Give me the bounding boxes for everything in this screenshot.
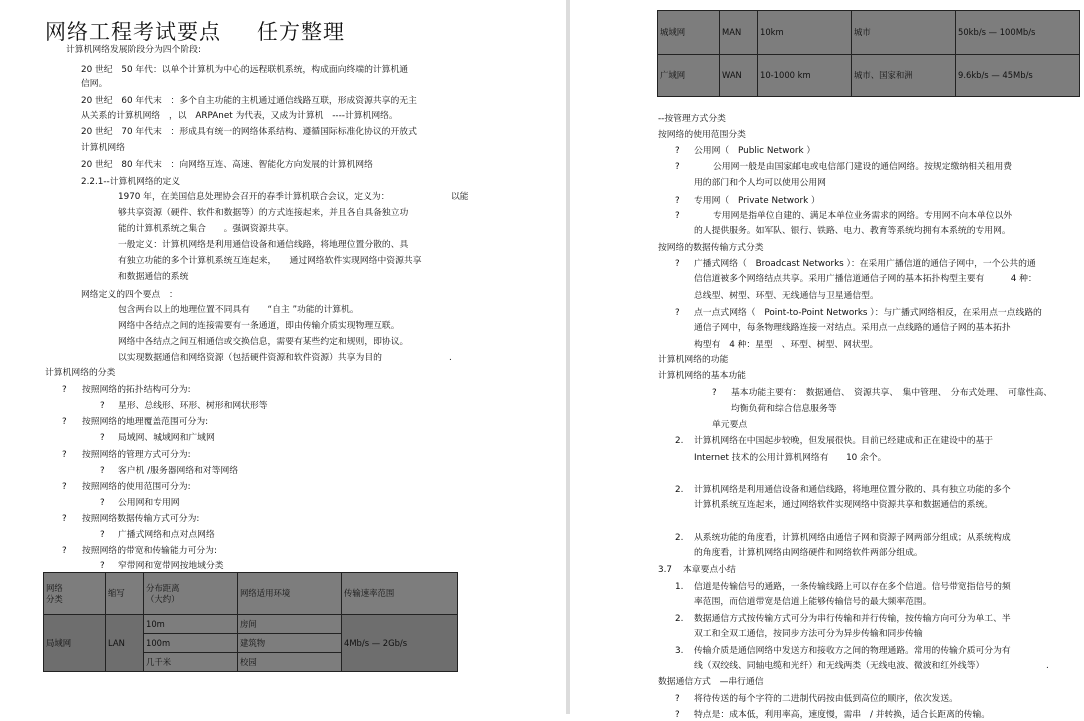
text-line: 20 世纪 50 年代：以单个计算机为中心的远程联机系统，构成面向终端的计算机通 — [81, 65, 409, 75]
bullet-marker: ? — [62, 546, 67, 556]
list-item: 点一点式网络（ Point-to-Point Networks ）：与广播式网络相反，在采用点一点线路的 — [694, 308, 1042, 318]
bullet-marker: ? — [62, 417, 67, 427]
table-cell: 50kb/s — 100Mb/s — [956, 11, 1080, 55]
list-item: 按照网络的管理方式可分为: — [82, 450, 191, 460]
bullet-marker: ? — [100, 401, 105, 411]
table-cell: 城域网 — [658, 11, 720, 55]
bullet-marker: ? — [675, 196, 680, 206]
section-heading: 计算机网络的分类 — [45, 368, 116, 378]
bullet-marker: ? — [675, 308, 680, 318]
list-item: 按照网络数据传输方式可分为: — [82, 514, 200, 524]
section-heading: 计算机网络的基本功能 — [658, 371, 746, 381]
text-line: 构型有 4 种：星型 、环型、树型、网状型。 — [694, 340, 879, 350]
text-line: 计算机网络 — [81, 143, 125, 153]
list-item: 按照网络的使用范围可分为: — [82, 482, 191, 492]
bullet-marker: ? — [100, 530, 105, 540]
table-header-cell: 分布距离 （大约） — [144, 573, 238, 615]
section-number: 3.7 — [658, 565, 672, 575]
text-line: 20 世纪 80 年代末 ：向网络互连、高速、智能化方向发展的计算机网络 — [81, 160, 373, 170]
text-line: 从关系的计算机网络 ，以 ARPAnet 为代表，又成为计算机 ----计算机网络。 — [81, 111, 398, 121]
text-line: 信网。 — [81, 79, 108, 89]
list-item: 按照网络的地理覆盖范围可分为: — [82, 417, 209, 427]
list-item: 局域网、城域网和广域网 — [118, 433, 215, 443]
list-item: 信道是传输信号的通路，一条传输线路上可以存在多个信道。信号带宽指信号的频 — [694, 582, 1011, 592]
list-item: 将待传送的每个字符的二进制代码按由低到高位的顺序，依次发送。 — [694, 694, 958, 704]
table-cell: 几千米 — [144, 653, 238, 672]
table-cell: 局域网 — [44, 615, 106, 672]
text-line: 够共享资源（硬件、软件和数据等）的方式连接起来，并且各自具备独立功 — [118, 208, 409, 218]
list-number: 1. — [675, 582, 684, 592]
page-title — [45, 16, 345, 46]
section-heading: 计算机网络的功能 — [658, 355, 729, 365]
table-cell: 房间 — [238, 615, 342, 634]
list-item: 数据通信方式按传输方式可分为串行传输和并行传输，按传输方向可分为单工、半 — [694, 614, 1011, 624]
table-cell: 4Mb/s — 2Gb/s — [342, 615, 458, 672]
list-item: 窄带网和宽带网按地域分类 — [118, 561, 224, 571]
bullet-marker: ? — [675, 146, 680, 156]
list-item: 基本功能主要有： 数据通信、 资源共享、 集中管理、 分布式处理、 可靠性高、 — [731, 388, 1053, 398]
list-item: 专用网（ Private Network ） — [694, 196, 820, 206]
list-number: 3. — [675, 646, 684, 656]
list-item: 公用网和专用网 — [118, 498, 180, 508]
text-line: 20 世纪 70 年代末 ：形成具有统一的网络体系结构、遵循国际标准化协议的开放式 — [81, 127, 417, 137]
text-line: 能的计算机系统之集合 。强调资源共享。 — [118, 224, 294, 234]
section-heading: 单元要点 — [712, 420, 748, 430]
list-number: 2. — [675, 533, 684, 543]
list-item: 广播式网络和点对点网络 — [118, 530, 215, 540]
text-line: 和数据通信的系统 — [118, 272, 189, 282]
text-line: 1970 年，在美国信息处理协会召开的春季计算机联合会议，定义为： — [118, 192, 390, 202]
list-item: 按照网络的带宽和传输能力可分为: — [82, 546, 217, 556]
list-item: 计算机网络是利用通信设备和通信线路，将地理位置分散的、具有独立功能的多个 — [694, 485, 1011, 495]
text-line: 以实现数据通信和网络资源（包括硬件资源和软件资源）共享为目的 — [118, 353, 382, 363]
text-line: 均衡负荷和综合信息服务等 — [731, 404, 837, 414]
list-number: 2. — [675, 614, 684, 624]
text-line: 以能 — [451, 192, 469, 202]
text-line: 有独立功能的多个计算机系统互连起来， 通过网络软件实现网络中资源共享 — [118, 256, 422, 266]
text-line: . — [1046, 661, 1049, 671]
table-cell: 10-1000 km — [758, 55, 852, 97]
bullet-marker: ? — [712, 388, 717, 398]
section-heading: 本章要点小结 — [683, 565, 736, 575]
network-scope-table — [43, 572, 458, 672]
text-line: 公用网一般是由国家邮电或电信部门建设的通信网络。按规定缴纳相关租用费 — [713, 162, 1013, 172]
text-line: . — [449, 353, 452, 363]
list-number: 2. — [675, 436, 684, 446]
text-line: 通信子网中，每条物理线路连接一对结点。采用点一点线路的通信子网的基本拓扑 — [694, 323, 1011, 333]
text-line: 信信道被多个网络结点共享。采用广播信道通信子网的基本拓扑构型主要有 4 种： — [694, 274, 1037, 284]
table-header-cell: 网络 分类 — [44, 573, 106, 615]
section-heading: --按管理方式分类 — [658, 114, 726, 124]
table-header-cell: 缩写 — [106, 573, 144, 615]
document-page-right — [570, 0, 1084, 720]
text-line: 网络中各结点之间互相通信或交换信息，需要有某些约定和规则，即协议。 — [118, 337, 409, 347]
table-cell: 城市 — [852, 11, 956, 55]
bullet-marker: ? — [62, 385, 67, 395]
section-heading: 2.2.1--计算机网络的定义 — [81, 177, 181, 187]
text-line: 包含两台以上的地理位置不同具有 “自主 ”功能的计算机。 — [118, 305, 359, 315]
table-cell: 建筑物 — [238, 634, 342, 653]
bullet-marker: ? — [675, 162, 680, 172]
text-line: 率范围，而信道带宽是信道上能够传输信号的最大频率范围。 — [694, 597, 932, 607]
text-line: 线（双绞线、同轴电缆和光纤）和无线两类（无线电波、微波和红外线等） — [694, 661, 985, 671]
table-cell: 10km — [758, 11, 852, 55]
table-cell: 广域网 — [658, 55, 720, 97]
bullet-marker: ? — [62, 514, 67, 524]
table-header-cell: 传输速率范围 — [342, 573, 458, 615]
list-item: 按照网络的拓扑结构可分为: — [82, 385, 191, 395]
text-line: Internet 技术的公用计算机网络有 10 余个。 — [694, 453, 887, 463]
text-line: 双工和全双工通信，按同步方法可分为异步传输和同步传输 — [694, 629, 923, 639]
text-line: 总线型、树型、环型、无线通信与卫星通信型。 — [694, 291, 879, 301]
title-main: 网络工程考试要点 — [45, 20, 221, 44]
text-line: 一般定义：计算机网络是利用通信设备和通信线路，将地理位置分散的、具 — [118, 240, 409, 250]
text-line: 专用网是指单位自建的、满足本单位业务需求的网络。专用网不向本单位以外 — [713, 211, 1013, 221]
title-author: 任方整理 — [257, 20, 345, 44]
text-line: 网络定义的四个要点 ： — [81, 290, 178, 300]
bullet-marker: ? — [675, 710, 680, 720]
table-cell: 城市、国家和洲 — [852, 55, 956, 97]
bullet-marker: ? — [100, 466, 105, 476]
table-cell: LAN — [106, 615, 144, 672]
list-item: 计算机网络在中国起步较晚，但发展很快。目前已经建成和正在建设中的基于 — [694, 436, 994, 446]
section-heading: 数据通信方式 —串行通信 — [658, 677, 764, 687]
bullet-marker: ? — [62, 450, 67, 460]
bullet-marker: ? — [675, 211, 680, 221]
text-line: 计算机网络发展阶段分为四个阶段: — [66, 45, 201, 55]
bullet-marker: ? — [62, 482, 67, 492]
list-item: 客户机 /服务器网络和对等网络 — [118, 466, 239, 476]
list-item: 从系统功能的角度看，计算机网络由通信子网和资源子网两部分组成；从系统构成 — [694, 533, 1011, 543]
table-cell: WAN — [720, 55, 758, 97]
table-cell: MAN — [720, 11, 758, 55]
table-header-cell: 网络适用环境 — [238, 573, 342, 615]
bullet-marker: ? — [100, 498, 105, 508]
list-item: 特点是：成本低，利用率高，速度慢，需串 / 并转换，适合长距离的传输。 — [694, 710, 991, 720]
table-cell: 10m — [144, 615, 238, 634]
bullet-marker: ? — [675, 694, 680, 704]
table-cell: 9.6kb/s — 45Mb/s — [956, 55, 1080, 97]
bullet-marker: ? — [675, 259, 680, 269]
table-cell: 100m — [144, 634, 238, 653]
text-line: 网络中各结点之间的连接需要有一条通道，即由传输介质实现物理互联。 — [118, 321, 400, 331]
table-cell: 校园 — [238, 653, 342, 672]
section-heading: 按网络的使用范围分类 — [658, 130, 746, 140]
network-scope-table-continued — [657, 10, 1080, 97]
bullet-marker: ? — [100, 561, 105, 571]
bullet-marker: ? — [100, 433, 105, 443]
text-line: 的角度看，计算机网络由网络硬件和网络软件两部分组成。 — [694, 548, 923, 558]
list-item: 传输介质是通信网络中发送方和接收方之间的物理通路。常用的传输介质可分为有 — [694, 646, 1011, 656]
text-line: 用的部门和个人均可以使用公用网 — [694, 178, 826, 188]
section-heading: 按网络的数据传输方式分类 — [658, 243, 764, 253]
text-line: 的人提供服务。如军队、银行、铁路、电力、教育等系统均拥有本系统的专用网。 — [694, 226, 1011, 236]
list-item: 公用网（ Public Network ） — [694, 146, 816, 156]
list-item: 广播式网络（ Broadcast Networks ）：在采用广播信道的通信子网中，一个公共的通 — [694, 259, 1036, 269]
list-item: 星形、总线形、环形、树形和网状形等 — [118, 401, 268, 411]
list-number: 2. — [675, 485, 684, 495]
text-line: 20 世纪 60 年代末 ：多个自主功能的主机通过通信线路互联，形成资源共享的无主 — [81, 96, 417, 106]
text-line: 计算机系统互连起来，通过网络软件实现网络中资源共享和数据通信的系统。 — [694, 500, 994, 510]
